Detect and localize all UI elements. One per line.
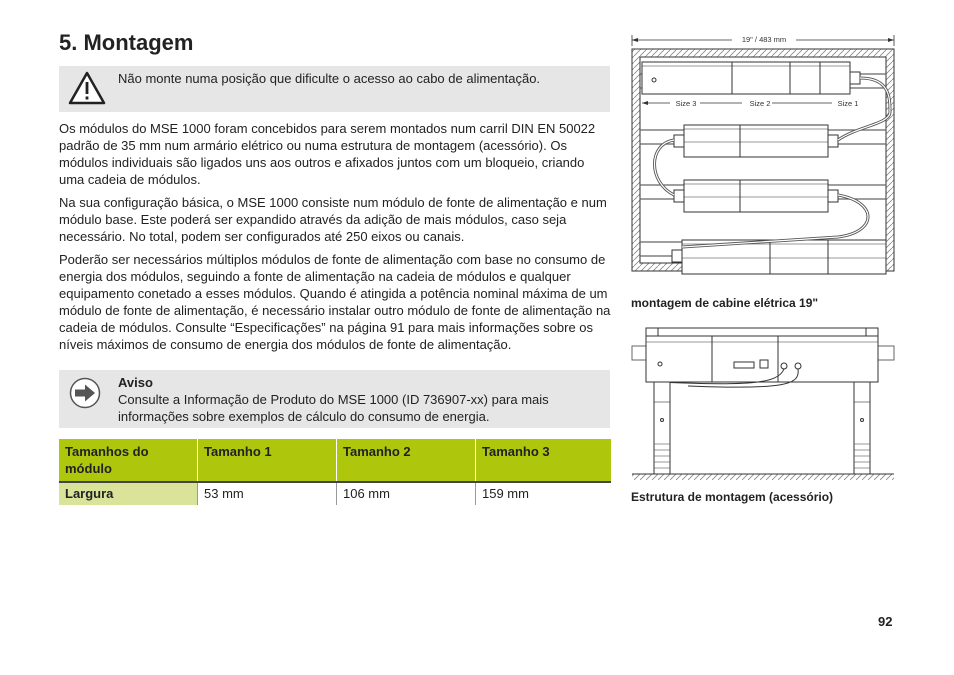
table-header: Tamanho 2: [337, 439, 476, 482]
table-cell: 159 mm: [476, 482, 612, 505]
warning-text: Não monte numa posição que dificulte o acesso ao cabo de alimentação.: [118, 71, 541, 86]
size-label: Size 2: [749, 99, 771, 108]
frame-caption: Estrutura de montagem (acessório): [631, 490, 834, 504]
table-row: [59, 482, 611, 505]
size-label: Size 3: [675, 99, 697, 108]
cabinet-caption: montagem de cabine elétrica 19": [631, 296, 819, 310]
table-header: Tamanho 3: [476, 439, 612, 482]
cabinet-dimension-label: 19" / 483 mm: [741, 35, 787, 44]
arrow-right-icon: [69, 377, 101, 409]
paragraph: Na sua configuração básica, o MSE 1000 consiste num módulo de fonte de alimentação e num módulo base. Este poderá ser expandido através da adição de mais módulos, caso seja necessário. No total, podem ser configurados até 250 eixos ou canais.: [59, 195, 607, 244]
paragraph: Os módulos do MSE 1000 foram concebidos para serem montados num carril DIN EN 50022 padrão de 35 mm num armário elétrico ou numa estrutura de montagem (acessório). Os módulos individuais são ligados uns aos outros e afixados juntos com um bloqueio, criando uma cadeia de módulos.: [59, 121, 596, 187]
table-header: Tamanho 1: [198, 439, 337, 482]
paragraph: Poderão ser necessários múltiplos módulos de fonte de alimentação com base no consumo de energia dos módulos, seguindo a fonte de alimentação na cadeia de módulos e qualquer equipamento conetado a esses módulos. Quando é atingida a potência nominal máxima de um módulo de fonte de alimentação, é necessário instalar outro módulo de fonte de alimentação na cadeia de módulos. Consulte “Especificações” na página 91 para mais informações sobre os níveis máximos de consumo de energia dos módulos de fonte de alimentação.: [59, 252, 611, 352]
note-title: Aviso: [118, 375, 153, 390]
size-label: Size 1: [837, 99, 859, 108]
table-cell: 53 mm: [198, 482, 337, 505]
frame-diagram: [628, 324, 898, 484]
warning-triangle-icon: [67, 70, 107, 106]
note-text: Consulte a Informação de Produto do MSE 1000 (ID 736907-xx) para mais informações sobre exemplos de cálculo do consumo de energia.: [118, 392, 549, 424]
warning-box: [59, 66, 610, 112]
page-title: 5. Montagem: [59, 30, 194, 55]
table-header: Tamanhos do módulo: [59, 439, 198, 482]
module-size-table: [59, 439, 611, 505]
table-cell: 106 mm: [337, 482, 476, 505]
body-text: [59, 120, 611, 359]
page-number: 92: [878, 614, 893, 629]
table-row-label: Largura: [59, 482, 198, 505]
cabinet-diagram: [628, 32, 898, 292]
note-box: [59, 370, 610, 428]
